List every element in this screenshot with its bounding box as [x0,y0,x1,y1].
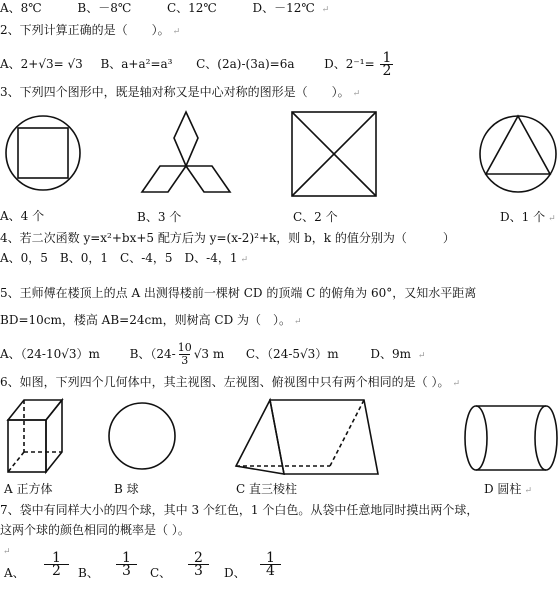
q1-options [0,0,329,18]
q3-options [0,208,44,224]
q6-figure-sphere [104,396,184,476]
q7-blank-line: ↵ [3,547,11,557]
q7-option-b-fraction: $\frac{1}{3}$ [114,552,139,577]
q1-option-d: D、－12℃ [252,1,315,15]
q3-option-c: C、2 个 [293,210,338,224]
q7-option-a-label: A、 [4,566,25,580]
q5-option-c: C、（24-5√3）m [245,347,339,361]
q6-figure-cylinder [462,400,560,476]
q5-option-a: A、（24-10√3）m [0,347,100,361]
q2-option-c: C、(2a)-(3a)=6a [196,57,295,71]
q2-option-d: D、2⁻¹= [324,57,375,71]
q7-option-c-label: C、 [150,566,172,580]
paragraph-mark: ↵ [321,5,330,15]
q3-option-b: B、3 个 [137,210,182,224]
q4-stem: 4、若二次函数 y=x²+bx+5 配方后为 y=(x-2)²+k，则 b，k 的值分别为（ ） [0,231,455,245]
q5-option-d: D、9m [370,347,411,361]
q1-option-c: C、12℃ [166,1,217,15]
q5-options: A、（24-10√3）m B、（24- $\frac{10}{3}$ √3 m C、（24-5√3）m D、9m ↵ [0,341,426,367]
q6-option-b: B 球 [114,482,139,496]
q6-stem: 6、如图，下列四个几何体中，其主视图、左视图、俯视图中只有两个相同的是（ ）。 ↵ [0,375,460,389]
q6-figure-cube [4,396,68,476]
q3-option-d: D、1 个 ↵ [500,210,556,224]
q3-option-a: A、4 个 [0,209,45,223]
q3-figure-three-rhombus [134,108,234,198]
q3-figure-circle-square [4,108,84,198]
q1-option-b: B、－8℃ [77,1,132,15]
q7-stem: 7、袋中有同样大小的四个球，其中 3 个红色，1 个白色。从袋中任意地同时摸出两个球， [0,503,479,517]
q2-stem: 2、下列计算正确的是（ ）。 ↵ [0,23,181,37]
q7-option-c-fraction: $\frac{2}{3}$ [186,552,211,577]
q2-options [0,52,395,77]
q7-option-b-label: B、 [78,566,99,580]
q7-option-d-fraction: $\frac{1}{4}$ [258,552,283,577]
q2-option-a: A、2+√3= √3 [0,57,83,71]
q3-figure-circle-triangle [478,108,560,198]
q5-stem: 5、王师傅在楼顶上的点 A 出测得楼前一棵树 CD 的顶端 C 的俯角为 60°，又知水平距离 [0,286,477,300]
q6-option-d: D 圆柱 ↵ [484,482,532,496]
q6-option-c: C 直三棱柱 [236,482,297,496]
q5-option-b: B、（24- $\frac{10}{3}$ √3 m [129,341,225,367]
q6-figure-triangular-prism [232,392,382,478]
q7-option-a-fraction: $\frac{1}{2}$ [42,552,71,577]
q7-option-d-label: D、 [224,566,246,580]
q6-option-a: A 正方体 [4,482,53,496]
q2-option-d-fraction: $\frac{1}{2}$ [382,50,392,79]
q7-line2: 这两个球的颜色相同的概率是（ ）。 [0,523,190,537]
q4-options: A、0，5 B、0，1 C、-4，5 D、-4，1 ↵ [0,251,249,265]
q5-line2: BD=10cm，楼高 AB=24cm，则树高 CD 为（ ）。 ↵ [0,313,302,327]
q3-figure-square-diagonals [290,108,380,198]
q5-option-b-fraction: $\frac{10}{3}$ [177,341,192,367]
q2-option-b: B、a+a²=a³ [100,57,173,71]
q1-option-a: A、8℃ [0,1,42,15]
q3-stem: 3、下列四个图形中，既是轴对称又是中心对称的图形是（ ）。 ↵ [0,85,361,99]
